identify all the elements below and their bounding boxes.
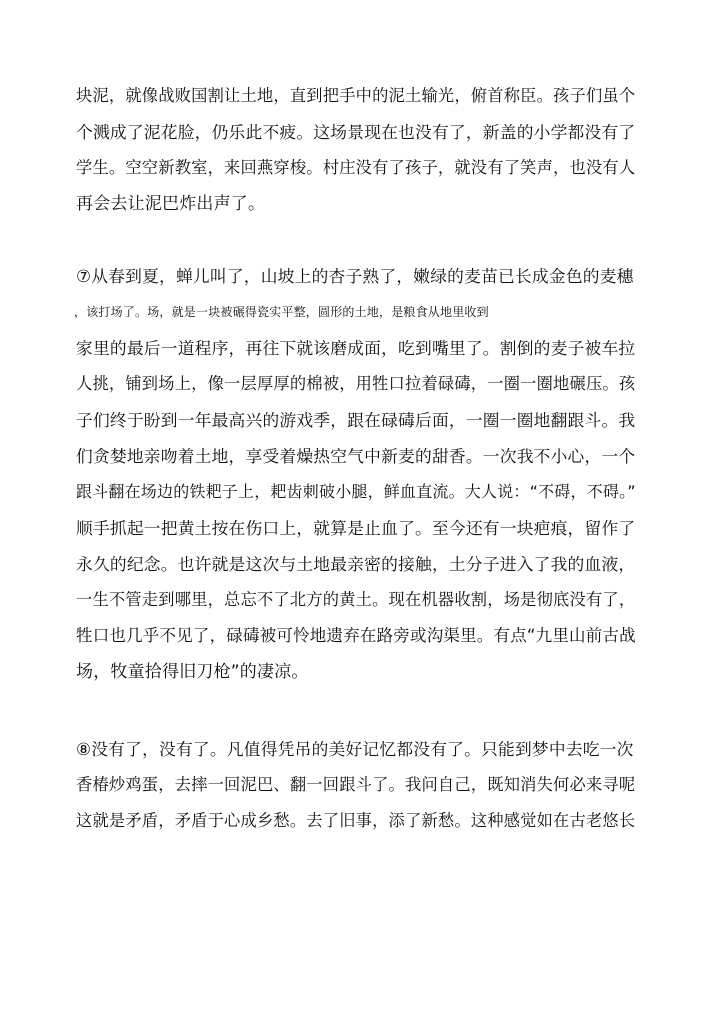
text-line: ⑦从春到夏，蝉儿叫了，山坡上的杏子熟了，嫩绿的麦苗已长成金色的麦穗: [76, 266, 634, 286]
text-line: ，该打场了。场，就是一块被碾得瓷实平整，圆形的土地，是粮食从地里收到: [74, 305, 489, 319]
text-line: 这就是矛盾，矛盾于心成乡愁。去了旧事，添了新愁。这种感觉如在古老悠长: [76, 811, 636, 830]
text-line: 们贪婪地亲吻着土地，享受着燥热空气中新麦的甜香。一次我不小心，一个: [76, 446, 636, 466]
text-line: 个溅成了泥花脸，仍乐此不疲。这场景现在也没有了，新盖的小学都没有了: [76, 122, 636, 142]
text-line: 一生不管走到哪里，总忘不了北方的黄土。现在机器收割，场是彻底没有了，: [76, 590, 636, 609]
text-line: 跟斗翻在场边的铁耙子上，耙齿刺破小腿，鲜血直流。大人说：“不碍，不碍。”: [76, 482, 636, 501]
text-line: 顺手抓起一把黄土按在伤口上，就算是止血了。至今还有一块疤痕，留作了: [76, 518, 636, 538]
text-line: 学生。空空新教室，来回燕穿梭。村庄没有了孩子，就没有了笑声，也没有人: [76, 158, 636, 177]
text-line: 香椿炒鸡蛋，去摔一回泥巴、翻一回跟斗了。我问自己，既知消失何必来寻呢: [76, 775, 636, 794]
text-line: 牲口也几乎不见了，碌碡被可怜地遗弃在路旁或沟渠里。有点“九里山前古战: [76, 626, 636, 645]
text-line: ⑧没有了，没有了。凡值得凭吊的美好记忆都没有了。只能到梦中去吃一次: [76, 739, 634, 759]
text-line: 块泥，就像战败国割让土地，直到把手中的泥土输光，俯首称臣。孩子们虽个: [76, 86, 636, 105]
text-line: 家里的最后一道程序，再往下就该磨成面，吃到嘴里了。割倒的麦子被车拉: [76, 338, 636, 358]
paragraph-8-nostalgia: [76, 731, 636, 839]
paragraph-7-threshing-ground: [76, 258, 636, 690]
text-line: 永久的纪念。也许就是这次与土地最亲密的接触，土分子进入了我的血液，: [76, 554, 636, 574]
text-line: 子们终于盼到一年最高兴的游戏季，跟在碌碡后面，一圈一圈地翻跟斗。我: [76, 410, 636, 430]
text-line: 再会去让泥巴炸出声了。: [76, 194, 266, 214]
text-line: 人挑，铺到场上，像一层厚厚的棉被，用牲口拉着碌碡，一圈一圈地碾压。孩: [76, 374, 636, 393]
paragraph-mud-play: [76, 78, 636, 222]
text-line: 场，牧童拾得旧刀枪”的凄凉。: [76, 662, 309, 682]
